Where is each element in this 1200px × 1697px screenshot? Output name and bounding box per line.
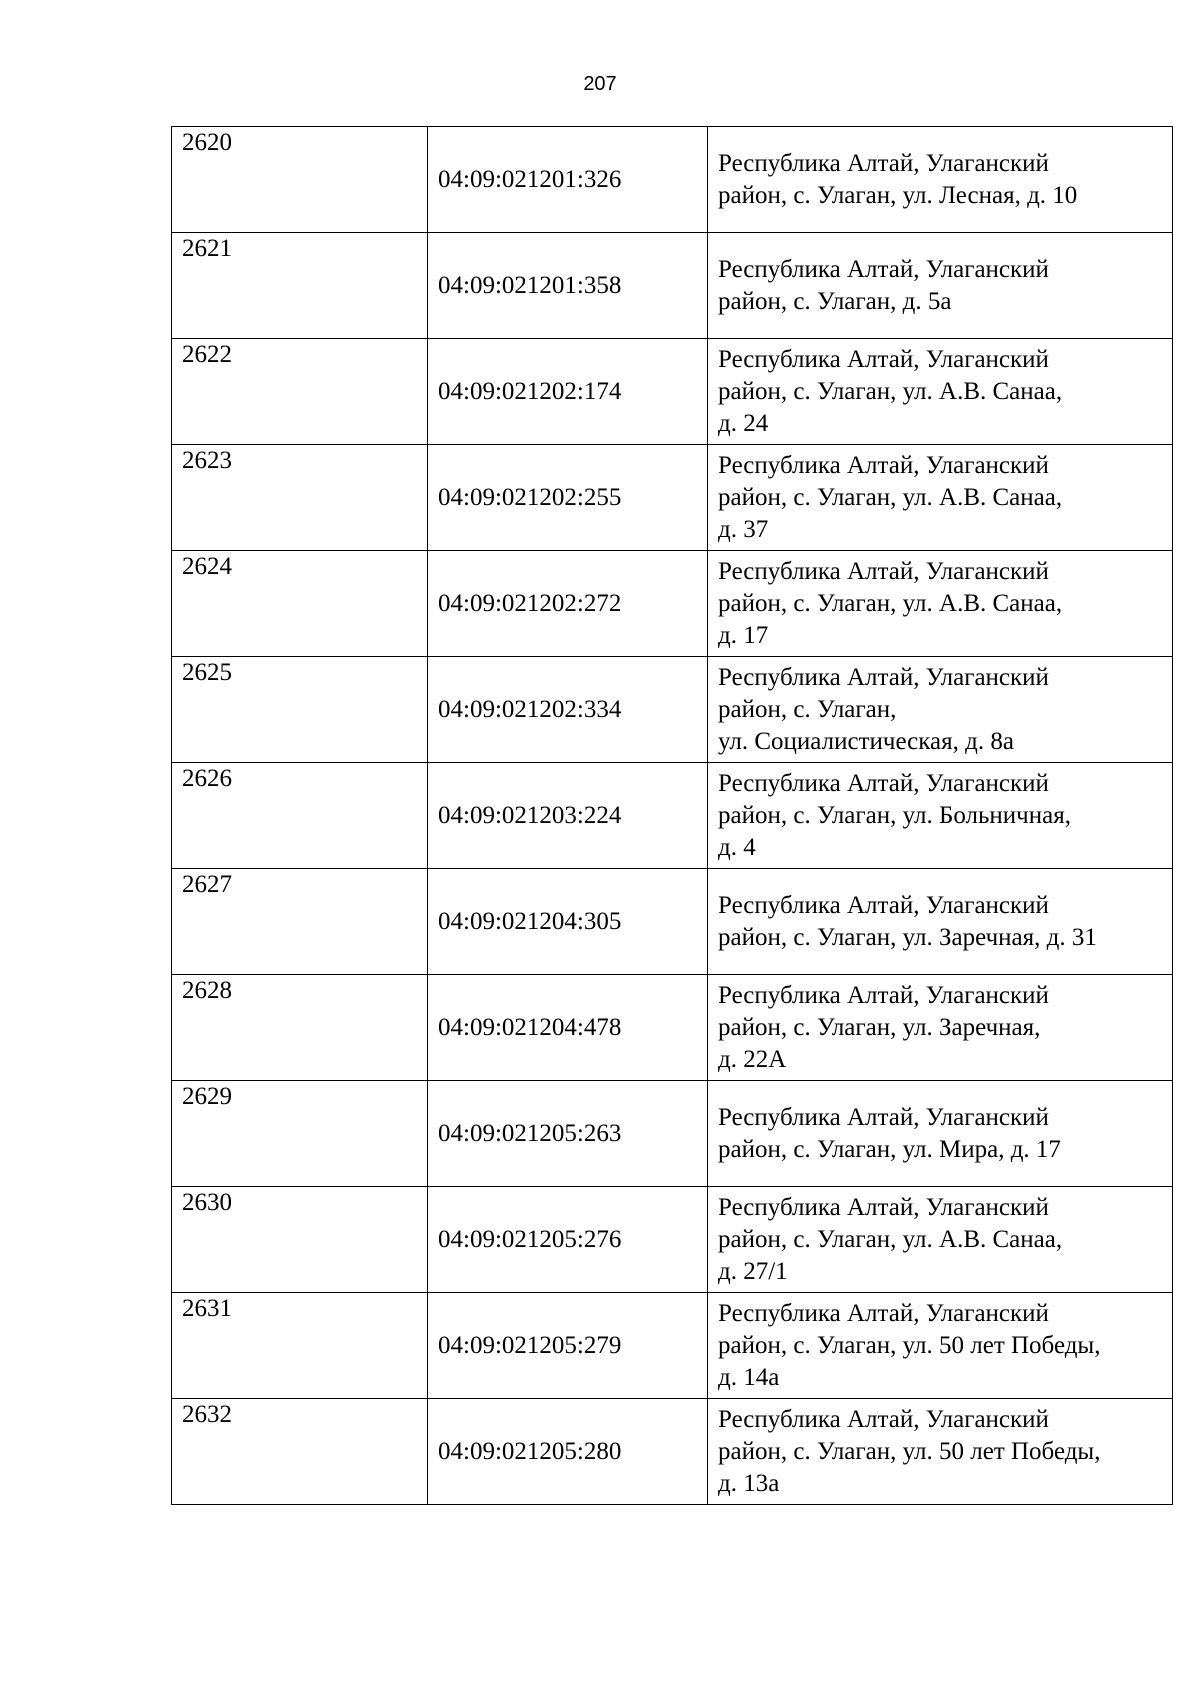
address: Республика Алтай, Улаганский район, с. Улаган, ул. Заречная, д. 22А bbox=[708, 975, 1173, 1081]
cadastral-number: 04:09:021204:305 bbox=[428, 869, 708, 975]
property-table-body bbox=[172, 127, 1173, 1505]
row-number: 2628 bbox=[172, 975, 428, 1081]
row-number: 2625 bbox=[172, 657, 428, 763]
cadastral-number: 04:09:021204:478 bbox=[428, 975, 708, 1081]
row-number: 2627 bbox=[172, 869, 428, 975]
table-row bbox=[172, 1399, 1173, 1505]
table-row bbox=[172, 975, 1173, 1081]
row-number: 2623 bbox=[172, 445, 428, 551]
address: Республика Алтай, Улаганский район, с. Улаган, ул. А.В. Санаа, д. 24 bbox=[708, 339, 1173, 445]
row-number: 2621 bbox=[172, 233, 428, 339]
table-row bbox=[172, 1293, 1173, 1399]
address: Республика Алтай, Улаганский район, с. Улаган, ул. А.В. Санаа, д. 37 bbox=[708, 445, 1173, 551]
cadastral-number: 04:09:021202:272 bbox=[428, 551, 708, 657]
cadastral-number: 04:09:021205:279 bbox=[428, 1293, 708, 1399]
table-row bbox=[172, 445, 1173, 551]
table-row bbox=[172, 1187, 1173, 1293]
address: Республика Алтай, Улаганский район, с. Улаган, ул. А.В. Санаа, д. 17 bbox=[708, 551, 1173, 657]
table-row bbox=[172, 127, 1173, 233]
cadastral-number: 04:09:021205:276 bbox=[428, 1187, 708, 1293]
row-number: 2631 bbox=[172, 1293, 428, 1399]
address: Республика Алтай, Улаганский район, с. Улаган, ул. 50 лет Победы, д. 14а bbox=[708, 1293, 1173, 1399]
table-row bbox=[172, 233, 1173, 339]
cadastral-number: 04:09:021205:280 bbox=[428, 1399, 708, 1505]
row-number: 2626 bbox=[172, 763, 428, 869]
row-number: 2624 bbox=[172, 551, 428, 657]
address: Республика Алтай, Улаганский район, с. Улаган, ул. А.В. Санаа, д. 27/1 bbox=[708, 1187, 1173, 1293]
cadastral-number: 04:09:021201:358 bbox=[428, 233, 708, 339]
row-number: 2622 bbox=[172, 339, 428, 445]
cadastral-number: 04:09:021202:174 bbox=[428, 339, 708, 445]
address: Республика Алтай, Улаганский район, с. Улаган, ул. Лесная, д. 10 bbox=[708, 127, 1173, 233]
property-table bbox=[171, 126, 1173, 1505]
address: Республика Алтай, Улаганский район, с. Улаган, д. 5а bbox=[708, 233, 1173, 339]
cadastral-number: 04:09:021203:224 bbox=[428, 763, 708, 869]
table-row bbox=[172, 869, 1173, 975]
table-row bbox=[172, 339, 1173, 445]
row-number: 2629 bbox=[172, 1081, 428, 1187]
table-row bbox=[172, 551, 1173, 657]
row-number: 2632 bbox=[172, 1399, 428, 1505]
page-number: 207 bbox=[583, 73, 617, 95]
address: Республика Алтай, Улаганский район, с. Улаган, ул. Социалистическая, д. 8а bbox=[708, 657, 1173, 763]
address: Республика Алтай, Улаганский район, с. Улаган, ул. Мира, д. 17 bbox=[708, 1081, 1173, 1187]
address: Республика Алтай, Улаганский район, с. Улаган, ул. 50 лет Победы, д. 13а bbox=[708, 1399, 1173, 1505]
cadastral-number: 04:09:021202:334 bbox=[428, 657, 708, 763]
table-row bbox=[172, 1081, 1173, 1187]
table-row bbox=[172, 763, 1173, 869]
address: Республика Алтай, Улаганский район, с. Улаган, ул. Больничная, д. 4 bbox=[708, 763, 1173, 869]
row-number: 2630 bbox=[172, 1187, 428, 1293]
cadastral-number: 04:09:021205:263 bbox=[428, 1081, 708, 1187]
cadastral-number: 04:09:021202:255 bbox=[428, 445, 708, 551]
cadastral-number: 04:09:021201:326 bbox=[428, 127, 708, 233]
table-row bbox=[172, 657, 1173, 763]
row-number: 2620 bbox=[172, 127, 428, 233]
address: Республика Алтай, Улаганский район, с. Улаган, ул. Заречная, д. 31 bbox=[708, 869, 1173, 975]
